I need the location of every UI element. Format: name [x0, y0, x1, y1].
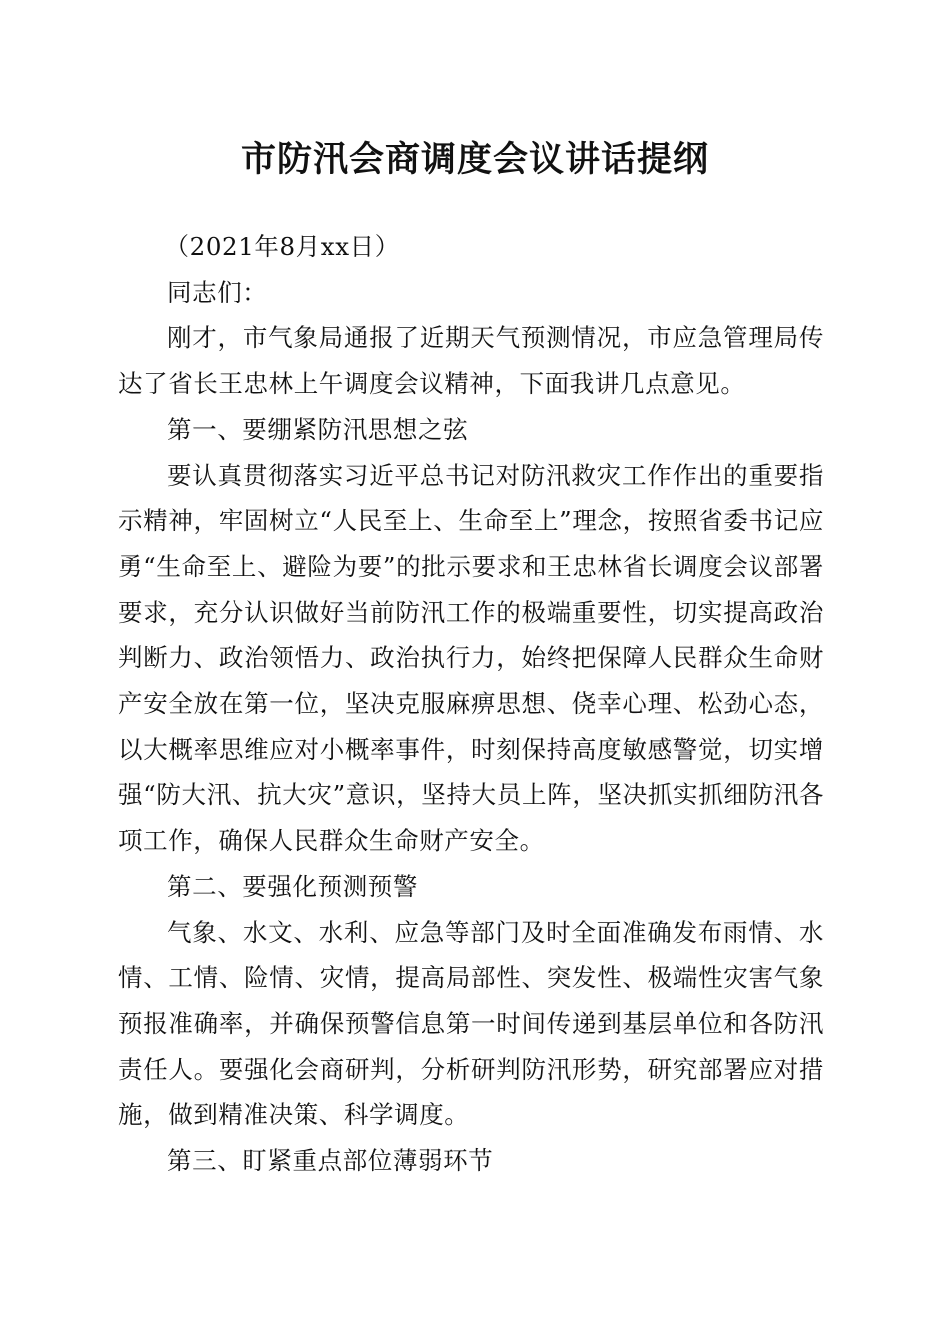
document-body [118, 224, 824, 1184]
section-1-body: 要认真贯彻落实习近平总书记对防汛救灾工作作出的重要指示精神，牢固树立“人民至上、生命至上”理念，按照省委书记应勇“生命至上、避险为要”的批示要求和王忠林省长调度会议部署要求，充分认识做好当前防汛工作的极端重要性，切实提高政治判断力、政治领悟力、政治执行力，始终把保障人民群众生命财产安全放在第一位，坚决克服麻痹思想、侥幸心理、松劲心态，以大概率思维应对小概率事件，时刻保持高度敏感警觉，切实增强“防大汛、抗大灾”意识，坚持大员上阵，坚决抓实抓细防汛各项工作，确保人民群众生命财产安全。 [118, 460, 824, 856]
document-title: 市防汛会商调度会议讲话提纲 [240, 139, 709, 180]
section-1-heading: 第一、要绷紧防汛思想之弦 [167, 414, 469, 444]
section-2-body: 气象、水文、水利、应急等部门及时全面准确发布雨情、水情、工情、险情、灾情，提高局部性、突发性、极端性灾害气象预报准确率，并确保预警信息第一时间传递到基层单位和各防汛责任人。要强化会商研判，分析研判防汛形势，研究部署应对措施，做到精准决策、科学调度。 [118, 917, 824, 1130]
section-3-heading: 第三、盯紧重点部位薄弱环节 [167, 1146, 494, 1176]
greeting: 同志们： [167, 277, 268, 307]
document-date: （2021年8月xx日） [164, 232, 400, 261]
section-2-heading: 第二、要强化预测预警 [167, 871, 418, 901]
intro-paragraph: 刚才，市气象局通报了近期天气预测情况，市应急管理局传达了省长王忠林上午调度会议精神，下面我讲几点意见。 [118, 323, 824, 399]
